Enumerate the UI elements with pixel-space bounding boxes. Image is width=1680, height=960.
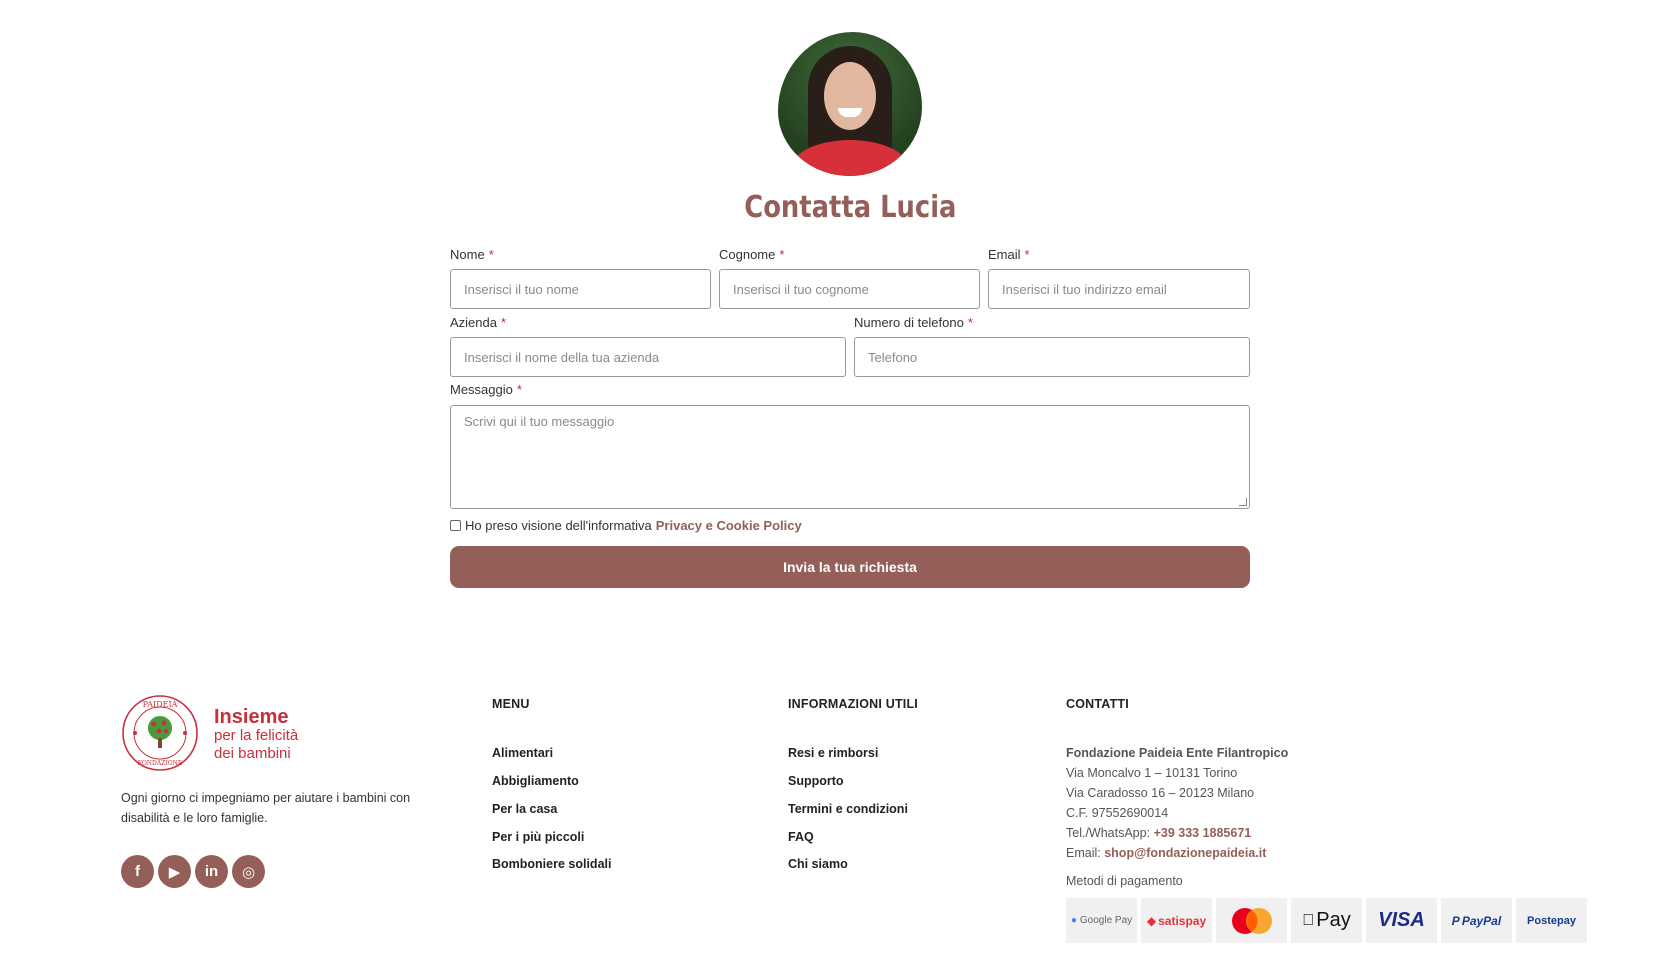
contact-avatar	[778, 32, 922, 176]
privacy-consent	[450, 518, 802, 533]
contact-org: Fondazione Paideia Ente Filantropico	[1066, 746, 1289, 760]
contact-email-row	[1066, 846, 1266, 860]
messaggio-textarea[interactable]	[450, 405, 1250, 509]
cognome-label: Cognome *	[719, 247, 785, 262]
info-link[interactable]: Supporto	[788, 774, 844, 788]
telefono-input[interactable]: Telefono	[854, 337, 1250, 377]
info-link[interactable]: Termini e condizioni	[788, 802, 908, 816]
azienda-label: Azienda *	[450, 315, 507, 330]
contact-address-1: Via Moncalvo 1 – 10131 Torino	[1066, 766, 1238, 780]
contact-address-2: Via Caradosso 16 – 20123 Milano	[1066, 786, 1255, 800]
facebook-icon[interactable]: f	[121, 855, 154, 888]
paideia-logo[interactable]	[121, 694, 199, 772]
info-link[interactable]: FAQ	[788, 830, 814, 844]
email-input[interactable]: Inserisci il tuo indirizzo email	[988, 269, 1250, 309]
email-label: Email *	[988, 247, 1030, 262]
contacts-heading: CONTATTI	[1066, 697, 1129, 711]
visa-icon: VISA	[1366, 898, 1437, 943]
nome-input[interactable]: Inserisci il tuo nome	[450, 269, 711, 309]
brand-line2: per la felicità	[214, 727, 299, 744]
messaggio-placeholder: Scrivi qui il tuo messaggio	[464, 414, 615, 429]
nome-label: Nome *	[450, 247, 494, 262]
info-heading: INFORMAZIONI UTILI	[788, 697, 918, 711]
menu-heading: MENU	[492, 697, 530, 711]
submit-button[interactable]: Invia la tua richiesta	[450, 546, 1250, 588]
menu-link[interactable]: Per i più piccoli	[492, 830, 585, 844]
contact-title: Contatta Lucia	[743, 190, 957, 225]
phone-link[interactable]: +39 333 1885671	[1153, 826, 1252, 840]
telefono-label: Numero di telefono *	[854, 315, 973, 330]
svg-text:FONDAZIONE: FONDAZIONE	[137, 760, 183, 767]
svg-text:PAIDEIA: PAIDEIA	[142, 700, 178, 709]
privacy-checkbox[interactable]	[450, 520, 461, 531]
contact-title-container	[0, 190, 1680, 225]
consent-text: Ho preso visione dell'informativa	[465, 518, 652, 533]
phone-label: Tel./WhatsApp:	[1066, 826, 1151, 840]
brand-line3: dei bambini	[214, 745, 291, 762]
menu-link[interactable]: Abbigliamento	[492, 774, 579, 788]
apple-pay-icon: Pay	[1291, 898, 1362, 943]
messaggio-label: Messaggio *	[450, 382, 522, 397]
cognome-input[interactable]: Inserisci il tuo cognome	[719, 269, 980, 309]
linkedin-icon[interactable]: in	[195, 855, 228, 888]
postepay-icon: Postepay	[1516, 898, 1587, 943]
menu-link[interactable]: Bomboniere solidali	[492, 857, 612, 871]
payment-methods-label: Metodi di pagamento	[1066, 874, 1183, 888]
contact-cf: C.F. 97552690014	[1066, 806, 1169, 820]
contact-phone-row	[1066, 826, 1251, 840]
brand-line1: Insieme	[214, 706, 289, 728]
info-link[interactable]: Chi siamo	[788, 857, 848, 871]
menu-link[interactable]: Alimentari	[492, 746, 554, 760]
paypal-icon: P PayPal	[1441, 898, 1512, 943]
footer-tagline: Ogni giorno ci impegniamo per aiutare i bambini con disabilità e le loro famiglie.	[121, 791, 411, 825]
google-pay-icon: ● Google Pay	[1066, 898, 1137, 943]
email-label-footer: Email:	[1066, 846, 1101, 860]
menu-link[interactable]: Per la casa	[492, 802, 558, 816]
youtube-icon[interactable]: ▶	[158, 855, 191, 888]
resize-handle[interactable]	[1239, 498, 1247, 506]
email-link[interactable]: shop@fondazionepaideia.it	[1104, 846, 1267, 860]
azienda-input[interactable]: Inserisci il nome della tua azienda	[450, 337, 846, 377]
privacy-policy-link[interactable]: Privacy e Cookie Policy	[655, 518, 802, 533]
satispay-icon: ◆ satispay	[1141, 898, 1212, 943]
mastercard-icon	[1216, 898, 1287, 943]
info-link[interactable]: Resi e rimborsi	[788, 746, 879, 760]
instagram-icon[interactable]: ◎	[232, 855, 265, 888]
